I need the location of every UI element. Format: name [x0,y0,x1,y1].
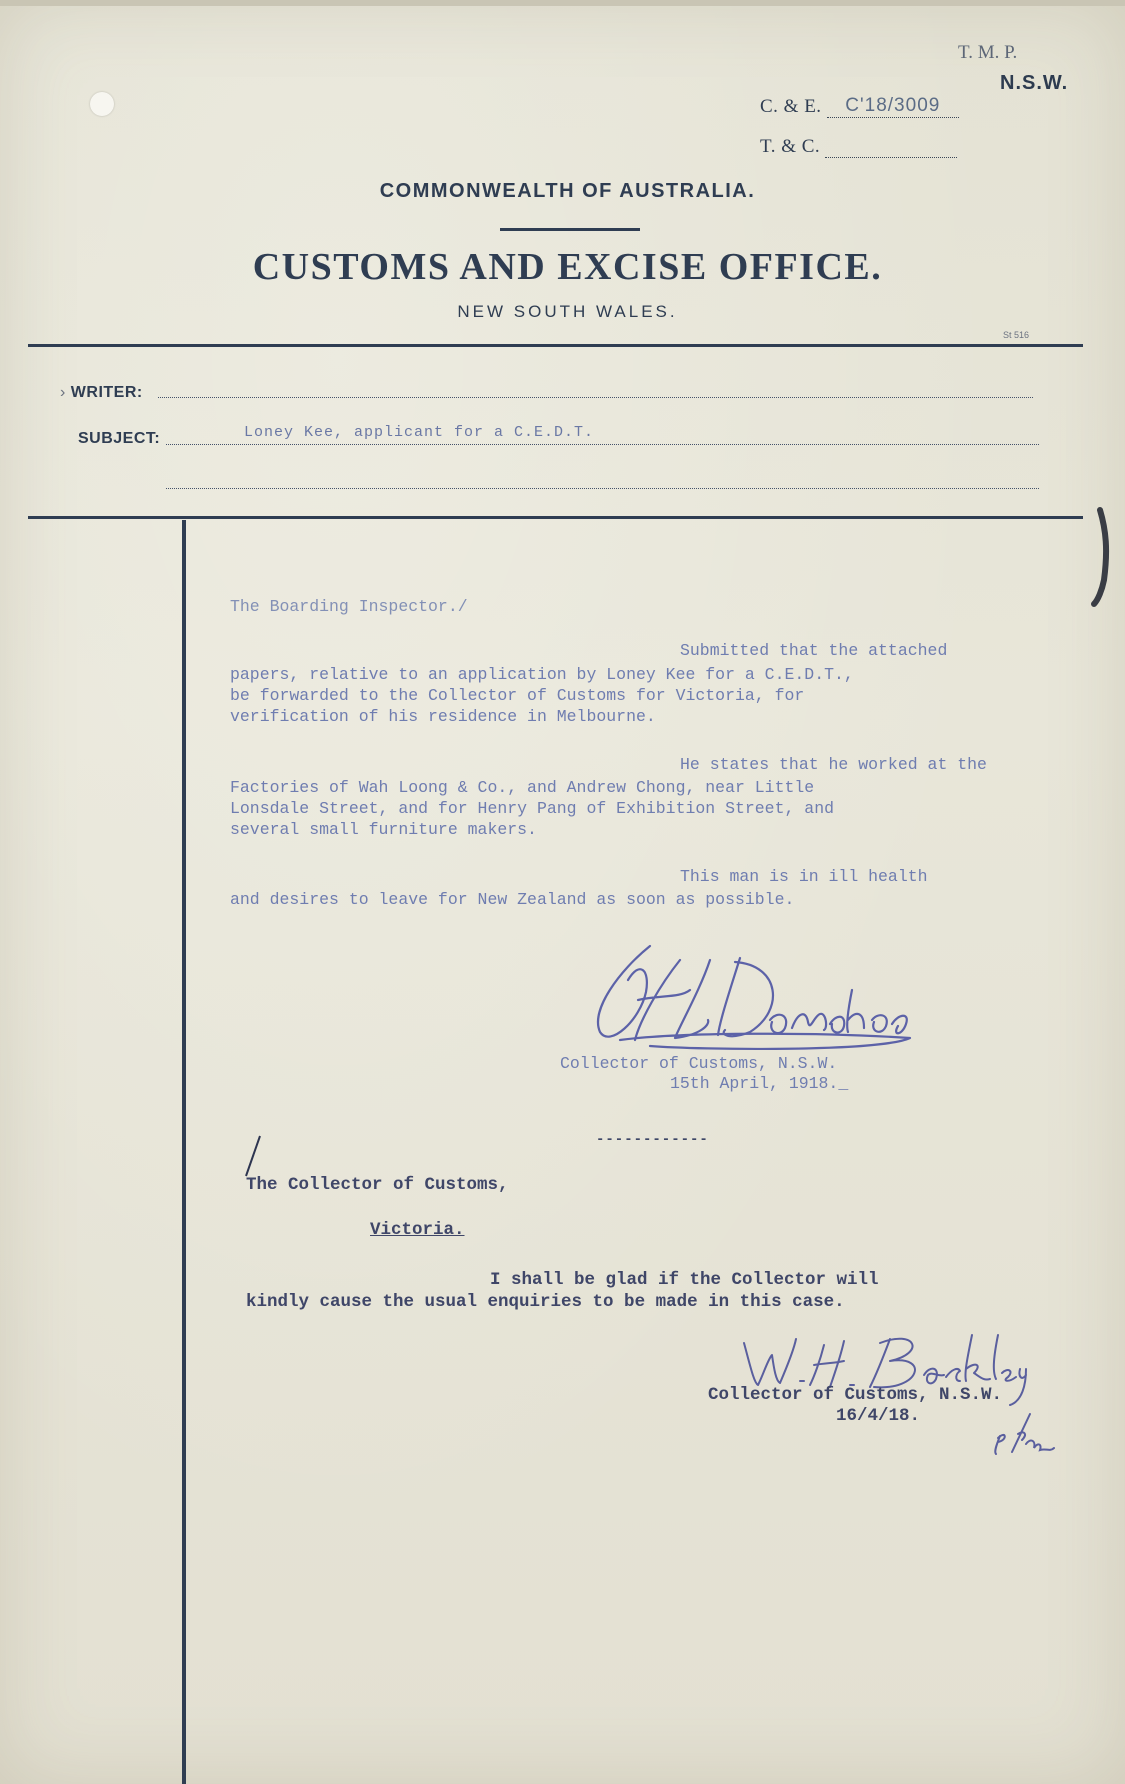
tc-number-line [825,135,957,158]
writer-field [158,397,1033,398]
initials-drawing [990,1408,1060,1458]
initials-mark [990,1408,1060,1458]
memo2-sig-date: 16/4/18. [836,1406,921,1426]
paper-top-edge [0,0,1125,6]
writer-label: › WRITER: [60,384,143,401]
ce-number: C'18/3009 [845,95,941,116]
state-mark: N.S.W. [1000,72,1069,94]
memo1-para2-line3: several small furniture makers. [230,820,537,839]
body-top-rule [28,516,1083,519]
memo1-para2-line1: Factories of Wah Loong & Co., and Andrew Chong, near Little [230,778,815,797]
letterhead-divider [500,228,640,231]
tc-reference [760,135,957,158]
memo2-location: Victoria. [370,1220,465,1240]
memo-separator: ------------ [596,1132,709,1148]
ce-label: C. & E. [760,96,822,117]
signature-donohoe-drawing [580,940,920,1050]
memo1-para1-lead: Submitted that the attached [680,641,948,660]
tc-label: T. & C. [760,136,821,157]
punch-hole [90,92,114,116]
letterhead-office: CUSTOMS AND EXCISE OFFICE. [252,246,883,288]
memo1-para1-line2: be forwarded to the Collector of Customs for Victoria, for [230,686,805,705]
subject-field [166,444,1039,445]
memo1-para1-line1: papers, relative to an application by Loney Kee for a C.E.D.T., [230,665,854,684]
memo1-para2-lead: He states that he worked at the [680,755,987,774]
memo2-body-lead: I shall be glad if the Collector will [490,1270,879,1290]
subject-field-line2 [166,488,1039,489]
memo2-sig-title: Collector of Customs, N.S.W. [708,1385,1003,1405]
subject-label: SUBJECT: [78,430,161,447]
margin-rule [182,520,186,1784]
memo1-addressee: The Boarding Inspector./ [230,597,468,616]
clip-shadow [1086,500,1116,620]
subject-value: Loney Kee, applicant for a C.E.D.T. [244,424,595,441]
memo1-para2-line2: Lonsdale Street, and for Henry Pang of Exhibition Street, and [230,799,834,818]
memo2-addressee: The Collector of Customs, [246,1175,509,1195]
ce-reference [760,95,959,118]
memo1-para3-lead: This man is in ill health [680,867,928,886]
signature-donohoe [580,940,920,1050]
letterhead-state: NEW SOUTH WALES. [457,302,678,321]
memo2-body-line: kindly cause the usual enquiries to be made in this case. [246,1292,845,1312]
memo1-para3-line1: and desires to leave for New Zealand as soon as possible. [230,890,795,909]
memo1-sig-title: Collector of Customs, N.S.W. [560,1054,838,1073]
edge-clip-mark [1086,500,1116,620]
stamp-initials: T. M. P. [958,42,1018,63]
memo1-para1-line3: verification of his residence in Melbourne. [230,707,656,726]
header-rule [28,344,1083,347]
form-number: St 516 [1003,330,1030,340]
letterhead-commonwealth: COMMONWEALTH OF AUSTRALIA. [379,180,756,202]
memo1-sig-date: 15th April, 1918._ [670,1074,849,1093]
